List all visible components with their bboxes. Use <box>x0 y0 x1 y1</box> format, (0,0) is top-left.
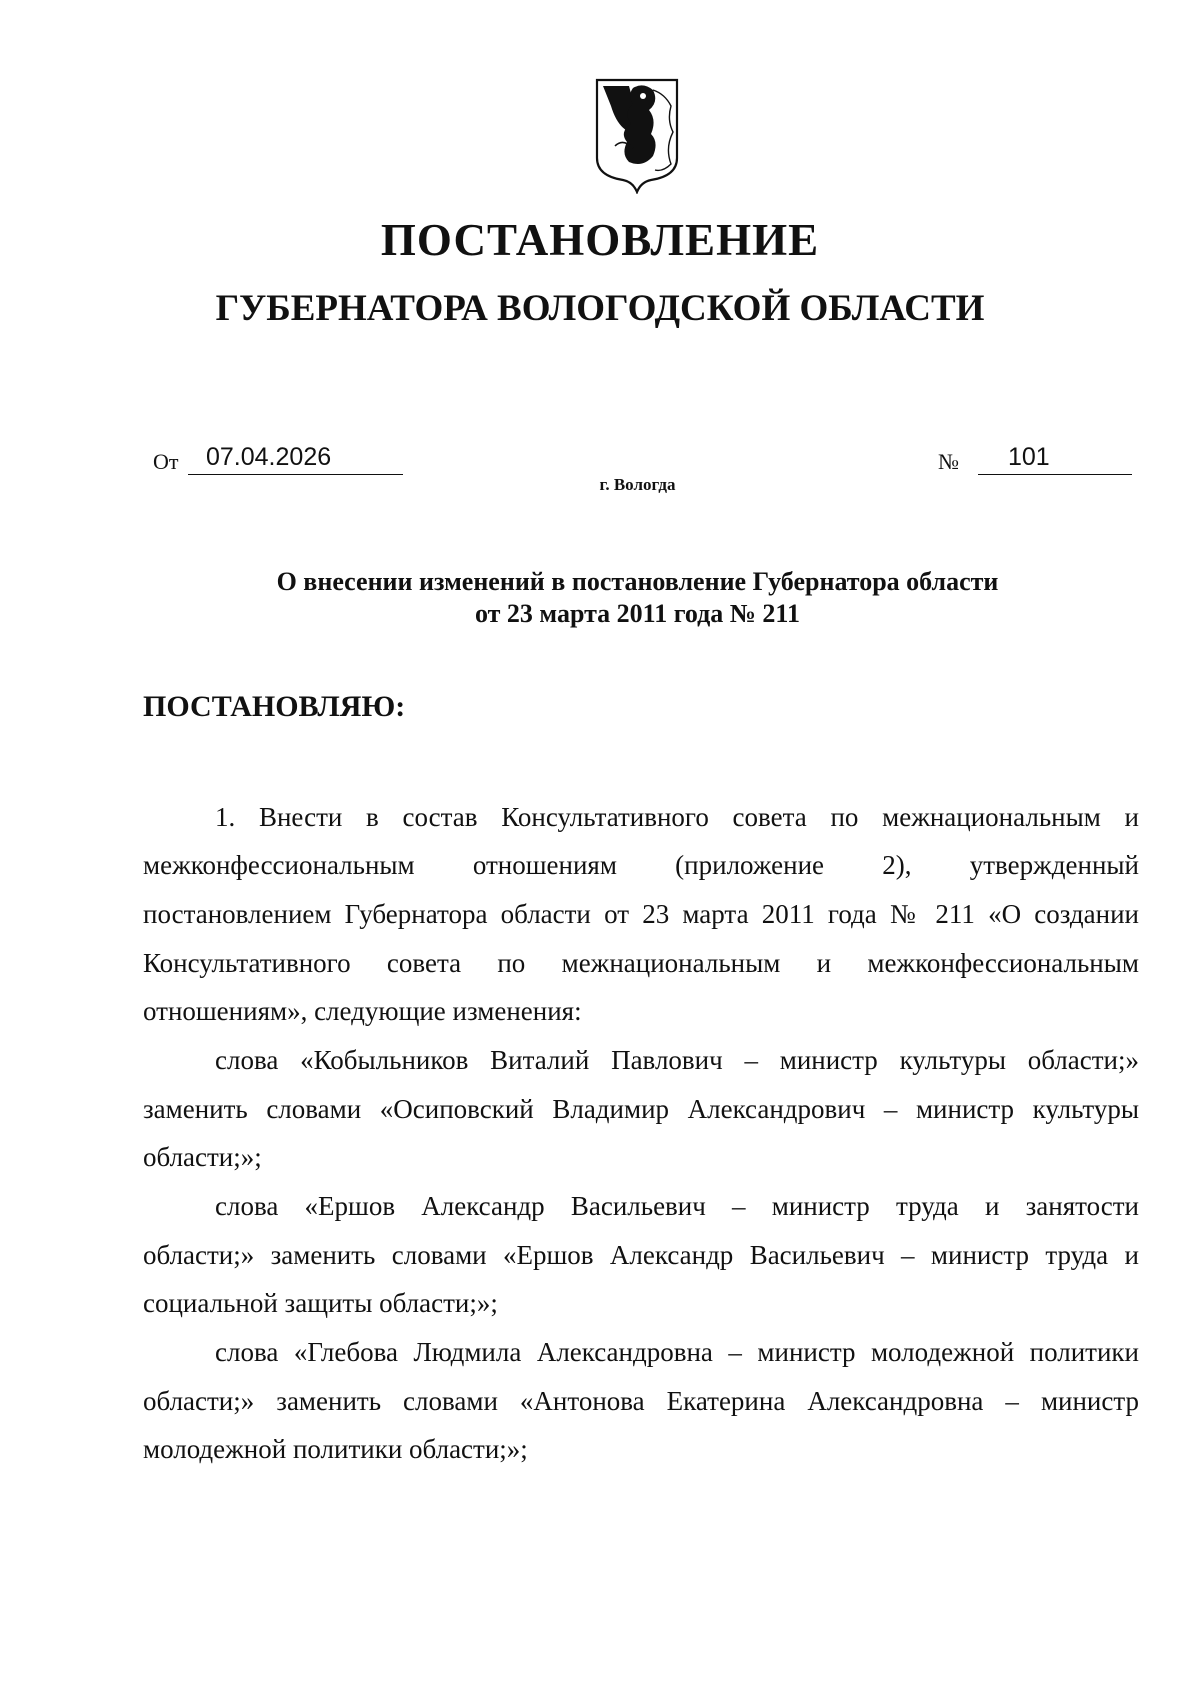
body-line: заменить словами «Осиповский Владимир Александрович – министр культуры <box>143 1094 1139 1124</box>
number-label: № <box>938 449 959 474</box>
date-field <box>188 440 403 475</box>
date-label: От <box>153 449 179 474</box>
body-line: области;» заменить словами «Антонова Екатерина Александровна – министр <box>143 1386 1139 1416</box>
city-label: г. Вологда <box>599 475 676 494</box>
body-line: молодежной политики области;»; <box>143 1434 528 1464</box>
body-line: области;» заменить словами «Ершов Александр Васильевич – министр труда и <box>143 1240 1139 1270</box>
coat-of-arms-emblem <box>593 76 681 194</box>
body-line: постановлением Губернатора области от 23 марта 2011 года № 211 «О создании <box>143 899 1139 929</box>
subject-line-2: от 23 марта 2011 года № 211 <box>475 599 800 628</box>
decree-heading: ПОСТАНОВЛЯЮ: <box>143 690 406 723</box>
body-line: слова «Ершов Александр Васильевич – министр труда и занятости <box>215 1191 1139 1221</box>
number-value: 101 <box>1008 443 1050 471</box>
body-line: социальной защиты области;»; <box>143 1288 498 1318</box>
subject-line-1: О внесении изменений в постановление Губернатора области <box>276 567 999 596</box>
issuer-title: ГУБЕРНАТОРА ВОЛОГОДСКОЙ ОБЛАСТИ <box>215 288 985 329</box>
number-field <box>978 440 1132 475</box>
body-line: отношениям», следующие изменения: <box>143 996 582 1026</box>
body-line: межконфессиональным отношениям (приложение 2), утвержденный <box>143 850 1139 880</box>
document-type-title: ПОСТАНОВЛЕНИЕ <box>380 215 820 265</box>
body-line: слова «Кобыльников Виталий Павлович – министр культуры области;» <box>215 1045 1139 1075</box>
date-value: 07.04.2026 <box>206 443 332 471</box>
body-line: Консультативного совета по межнациональным и межконфессиональным <box>143 948 1139 978</box>
body-line: 1. Внести в состав Консультативного совета по межнациональным и <box>215 802 1139 832</box>
body-line: слова «Глебова Людмила Александровна – министр молодежной политики <box>215 1337 1139 1367</box>
body-line: области;»; <box>143 1142 262 1172</box>
